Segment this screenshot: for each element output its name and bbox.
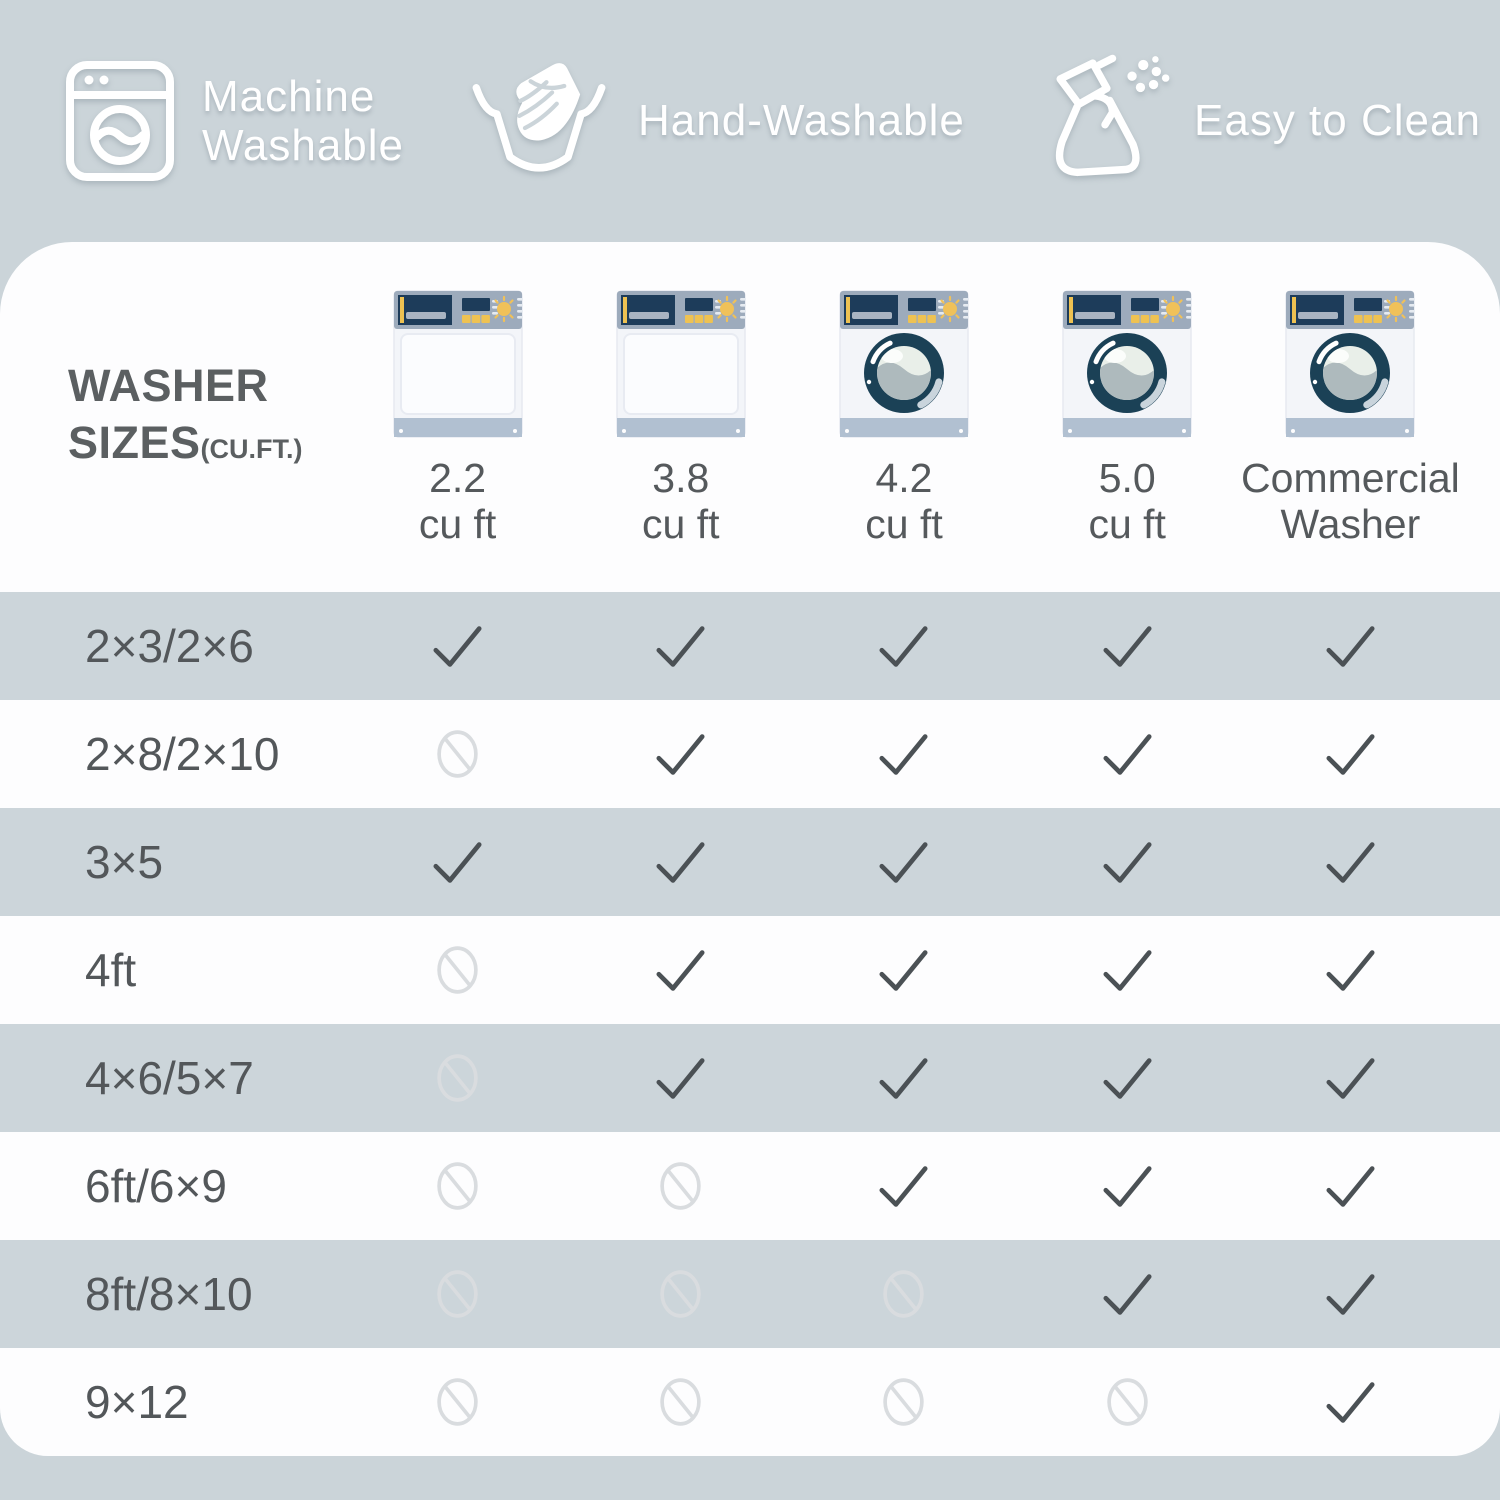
compatibility-cell (1016, 622, 1239, 671)
table-row (0, 1024, 1500, 1132)
check-icon (1322, 1054, 1379, 1103)
check-icon (1322, 838, 1379, 887)
compatibility-cell (1239, 622, 1462, 671)
check-icon (875, 946, 932, 995)
check-icon (652, 838, 709, 887)
feature-label: Machine Washable (202, 71, 405, 170)
compatibility-cell (792, 1267, 1015, 1321)
compatibility-cell (1016, 730, 1239, 779)
compatibility-cell (792, 730, 1015, 779)
prohibited-icon (433, 1159, 482, 1213)
check-icon (1322, 1162, 1379, 1211)
check-icon (429, 622, 486, 671)
compatibility-cell (569, 946, 792, 995)
rug-size-label: 2×3/2×6 (85, 620, 254, 672)
rug-size-label: 2×8/2×10 (85, 728, 280, 780)
comparison-card (0, 242, 1500, 1456)
prohibited-icon (433, 1051, 482, 1105)
prohibited-icon (656, 1267, 705, 1321)
column-label (642, 455, 719, 548)
table-title: WASHER SIZES(CU.FT.) (68, 359, 303, 469)
feature-label: Hand-Washable (638, 96, 965, 146)
prohibited-icon (656, 1375, 705, 1429)
check-icon (652, 946, 709, 995)
washer-illustration-front-load (838, 285, 970, 443)
compatibility-cell (1239, 838, 1462, 887)
check-icon (1322, 1270, 1379, 1319)
rug-size-label: 4×6/5×7 (85, 1052, 254, 1104)
compatibility-cell (1016, 1162, 1239, 1211)
feature-hand-washable (464, 0, 965, 242)
column-size: 4.2 (875, 454, 933, 501)
column-header-2 (569, 285, 792, 592)
compatibility-cell (1239, 730, 1462, 779)
column-unit: cu ft (1088, 501, 1166, 548)
compatibility-cell (1016, 1054, 1239, 1103)
title-unit-suffix: (CU.FT.) (200, 434, 303, 465)
check-icon (875, 1054, 932, 1103)
compatibility-cell (346, 838, 569, 887)
compatibility-cell (346, 1051, 569, 1105)
feature-machine-washable (64, 0, 404, 242)
compatibility-cell (792, 1162, 1015, 1211)
check-icon (652, 1054, 709, 1103)
prohibited-icon (433, 1267, 482, 1321)
spray-droplets (1127, 56, 1169, 92)
column-header-1 (346, 285, 569, 592)
table-row (0, 916, 1500, 1024)
check-icon (875, 622, 932, 671)
prohibited-icon (656, 1159, 705, 1213)
check-icon (1322, 946, 1379, 995)
washer-header (0, 242, 1500, 592)
check-icon (1099, 1054, 1156, 1103)
column-header-3 (792, 285, 1015, 592)
column-size: Commercial (1241, 454, 1460, 501)
column-unit: cu ft (642, 501, 720, 548)
compatibility-cell (346, 943, 569, 997)
column-label (1241, 455, 1460, 548)
prohibited-icon (879, 1267, 928, 1321)
column-size: 3.8 (652, 454, 710, 501)
prohibited-icon (433, 1375, 482, 1429)
compatibility-cell (1239, 1054, 1462, 1103)
spray-bottle-icon (1030, 51, 1180, 191)
washing-machine-icon (64, 59, 176, 183)
compatibility-cell (346, 1375, 569, 1429)
compatibility-cell (569, 1054, 792, 1103)
washer-illustration-front-load (1284, 285, 1416, 443)
column-label (1088, 455, 1165, 548)
size-rows (0, 592, 1500, 1456)
check-icon (875, 1162, 932, 1211)
washer-illustration-front-load (1061, 285, 1193, 443)
check-icon (1322, 1378, 1379, 1427)
compatibility-cell (1239, 1378, 1462, 1427)
column-header-5 (1239, 285, 1462, 592)
check-icon (1099, 730, 1156, 779)
compatibility-cell (792, 622, 1015, 671)
compatibility-cell (1016, 838, 1239, 887)
washer-illustration-closed-load (615, 285, 747, 443)
table-row (0, 808, 1500, 916)
prohibited-icon (1103, 1375, 1152, 1429)
compatibility-cell (1239, 1270, 1462, 1319)
column-header-4 (1016, 285, 1239, 592)
compatibility-cell (1239, 946, 1462, 995)
check-icon (875, 730, 932, 779)
feature-easy-to-clean (1030, 0, 1481, 242)
table-row (0, 1240, 1500, 1348)
compatibility-cell (569, 730, 792, 779)
compatibility-cell (792, 838, 1015, 887)
column-size: 2.2 (429, 454, 487, 501)
feature-label: Easy to Clean (1194, 96, 1481, 146)
rug-size-label: 3×5 (85, 836, 164, 888)
table-row (0, 1348, 1500, 1456)
column-label (419, 455, 496, 548)
compatibility-cell (792, 1375, 1015, 1429)
compatibility-cell (1016, 1375, 1239, 1429)
rug-size-label: 9×12 (85, 1376, 189, 1428)
compatibility-cell (569, 1159, 792, 1213)
compatibility-cell (346, 727, 569, 781)
check-icon (1099, 622, 1156, 671)
compatibility-cell (346, 622, 569, 671)
compatibility-cell (1239, 1162, 1462, 1211)
table-row (0, 700, 1500, 808)
compatibility-cell (569, 1267, 792, 1321)
check-icon (1322, 622, 1379, 671)
compatibility-cell (569, 1375, 792, 1429)
compatibility-cell (1016, 1270, 1239, 1319)
check-icon (1322, 730, 1379, 779)
column-size: 5.0 (1098, 454, 1156, 501)
hand-wash-icon (464, 56, 614, 187)
compatibility-cell (792, 946, 1015, 995)
compatibility-cell (569, 838, 792, 887)
column-unit: cu ft (865, 501, 943, 548)
compatibility-cell (569, 622, 792, 671)
check-icon (429, 838, 486, 887)
check-icon (1099, 838, 1156, 887)
compatibility-cell (346, 1159, 569, 1213)
check-icon (875, 838, 932, 887)
prohibited-icon (433, 727, 482, 781)
prohibited-icon (879, 1375, 928, 1429)
table-row (0, 1132, 1500, 1240)
check-icon (1099, 1162, 1156, 1211)
check-icon (652, 730, 709, 779)
compatibility-cell (792, 1054, 1015, 1103)
check-icon (652, 622, 709, 671)
column-unit: Washer (1280, 501, 1421, 548)
column-unit: cu ft (418, 501, 497, 548)
check-icon (1099, 1270, 1156, 1319)
check-icon (1099, 946, 1156, 995)
prohibited-icon (433, 943, 482, 997)
rug-size-label: 4ft (85, 944, 137, 996)
rug-size-label: 8ft/8×10 (85, 1268, 253, 1320)
washer-illustration-closed-load (392, 285, 524, 443)
column-label (865, 455, 942, 548)
compatibility-cell (346, 1267, 569, 1321)
table-row (0, 592, 1500, 700)
rug-size-label: 6ft/6×9 (85, 1160, 227, 1212)
compatibility-cell (1016, 946, 1239, 995)
